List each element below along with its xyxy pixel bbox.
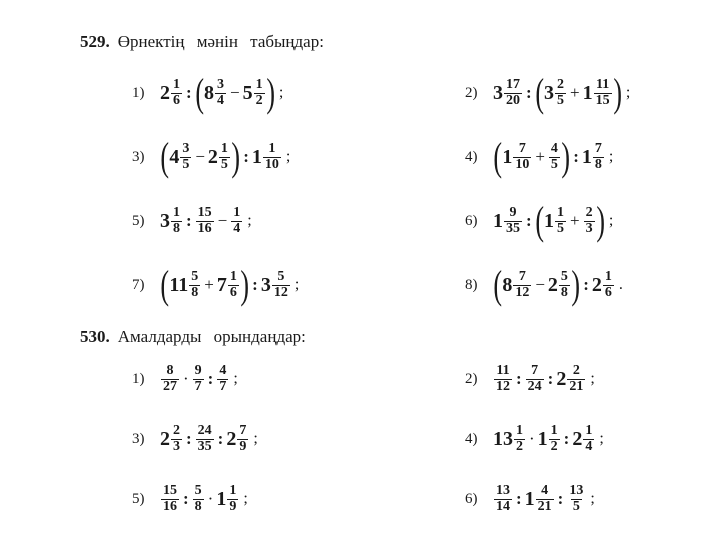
denominator: 16 <box>163 498 177 514</box>
whole-number: 2 <box>226 427 237 450</box>
numerator: 1 <box>585 422 593 438</box>
numerator: 11 <box>496 362 510 378</box>
division-sign: : <box>526 83 532 102</box>
denominator: 14 <box>496 498 510 514</box>
denominator: 21 <box>569 378 584 394</box>
parenthesis: ) <box>571 262 580 307</box>
whole-number: 4 <box>169 145 180 168</box>
denominator: 5 <box>220 156 228 172</box>
operator: − <box>535 275 545 294</box>
operator: + <box>570 211 580 230</box>
parenthesis: ) <box>595 198 605 243</box>
fraction <box>196 206 214 236</box>
denominator: 5 <box>572 498 580 514</box>
fraction <box>171 78 182 108</box>
exercise-item <box>465 66 630 120</box>
numerator: 17 <box>506 76 520 92</box>
expression <box>160 70 284 115</box>
denominator: 2 <box>516 438 523 454</box>
denominator: 6 <box>604 284 612 300</box>
division-sign: : <box>217 429 224 448</box>
whole-number: 1 <box>524 487 535 510</box>
punctuation: ; <box>625 84 631 101</box>
numerator: 8 <box>166 362 174 378</box>
parenthesis: ( <box>160 134 169 179</box>
whole-number: 1 <box>251 145 262 168</box>
denominator: 35 <box>197 438 212 454</box>
exercise-label: 4) <box>465 148 478 165</box>
fraction <box>263 142 281 172</box>
fraction <box>217 364 228 394</box>
problem-529-heading <box>80 32 324 52</box>
whole-number: 3 <box>160 209 170 232</box>
fraction <box>536 484 554 514</box>
numerator: 24 <box>197 422 212 438</box>
numerator: 15 <box>197 204 212 220</box>
exercise-label: 5) <box>132 212 145 229</box>
denominator: 5 <box>557 220 564 236</box>
numerator: 7 <box>518 268 526 284</box>
exercise-item <box>465 130 613 184</box>
whole-number: 2 <box>160 427 170 450</box>
denominator: 8 <box>560 284 568 300</box>
division-sign: : <box>252 275 258 294</box>
punctuation: ; <box>253 430 258 447</box>
problem-530-number: 530. <box>80 327 110 346</box>
operator: + <box>570 83 580 102</box>
expression <box>160 206 252 236</box>
fraction <box>494 364 512 394</box>
expression <box>493 364 595 394</box>
punctuation: ; <box>243 490 248 507</box>
multiplication-sign: · <box>207 489 214 508</box>
numerator: 1 <box>255 76 263 92</box>
fraction <box>514 424 525 454</box>
whole-number: 3 <box>260 273 271 296</box>
numerator: 7 <box>531 362 539 378</box>
denominator: 8 <box>173 220 180 236</box>
denominator: 15 <box>595 92 610 108</box>
whole-number: 2 <box>207 145 218 168</box>
numerator: 5 <box>277 268 285 284</box>
denominator: 21 <box>537 498 552 514</box>
whole-number: 1 <box>493 209 503 232</box>
fraction <box>231 206 242 236</box>
fraction <box>504 78 522 108</box>
division-sign: : <box>183 489 189 508</box>
problem-530-title: Амалдарды орындаңдар: <box>117 327 306 346</box>
punctuation: ; <box>590 370 595 387</box>
numerator: 9 <box>509 204 517 220</box>
parenthesis: ( <box>535 70 544 115</box>
division-sign: : <box>207 369 214 388</box>
exercise-label: 5) <box>132 490 145 507</box>
denominator: 27 <box>163 378 177 394</box>
fraction <box>272 270 290 300</box>
fraction <box>513 270 531 300</box>
denominator: 5 <box>557 92 564 108</box>
fraction <box>549 142 560 172</box>
numerator: 5 <box>194 482 202 498</box>
denominator: 5 <box>550 156 558 172</box>
division-sign: : <box>516 489 522 508</box>
punctuation: ; <box>608 148 614 165</box>
whole-number: 11 <box>169 273 189 296</box>
fraction <box>526 364 544 394</box>
numerator: 7 <box>239 422 247 438</box>
numerator: 1 <box>233 204 241 220</box>
fraction <box>219 142 230 172</box>
fraction <box>584 206 595 236</box>
denominator: 8 <box>194 498 202 514</box>
whole-number: 8 <box>204 81 214 104</box>
expression <box>493 424 604 454</box>
division-sign: : <box>573 147 579 166</box>
fraction <box>494 484 512 514</box>
whole-number: 1 <box>544 209 554 232</box>
denominator: 12 <box>273 284 288 300</box>
parenthesis: ) <box>240 262 249 307</box>
operator: − <box>195 147 205 166</box>
denominator: 6 <box>173 92 180 108</box>
numerator: 2 <box>173 422 180 438</box>
expression <box>493 70 631 115</box>
numerator: 13 <box>496 482 510 498</box>
whole-number: 1 <box>581 145 592 168</box>
operator: − <box>217 211 228 230</box>
division-sign: : <box>526 211 532 230</box>
exercise-item <box>465 258 623 312</box>
exercise-item <box>465 194 613 248</box>
denominator: 6 <box>229 284 237 300</box>
numerator: 5 <box>560 268 568 284</box>
fraction <box>559 270 570 300</box>
fraction <box>513 142 531 172</box>
numerator: 1 <box>173 76 180 92</box>
punctuation: ; <box>599 430 604 447</box>
numerator: 2 <box>557 76 564 92</box>
numerator: 1 <box>229 268 237 284</box>
operator: + <box>204 275 214 294</box>
division-sign: : <box>547 369 554 388</box>
whole-number: 1 <box>216 487 227 510</box>
exercise-label: 3) <box>132 148 145 165</box>
fraction <box>567 484 585 514</box>
whole-number: 1 <box>537 427 548 450</box>
numerator: 1 <box>604 268 612 284</box>
whole-number: 1 <box>582 81 593 104</box>
fraction <box>555 78 566 108</box>
exercise-item <box>465 472 595 526</box>
parenthesis: ( <box>160 262 169 307</box>
exercise-label: 1) <box>132 370 145 387</box>
numerator: 3 <box>217 76 224 92</box>
denominator: 3 <box>173 438 180 454</box>
denominator: 4 <box>585 438 593 454</box>
parenthesis: ( <box>195 70 204 115</box>
denominator: 10 <box>264 156 279 172</box>
division-sign: : <box>243 147 249 166</box>
exercise-item <box>132 472 248 526</box>
problem-529-number: 529. <box>80 32 110 51</box>
denominator: 5 <box>182 156 190 172</box>
fraction <box>161 484 179 514</box>
numerator: 1 <box>268 140 276 156</box>
fraction <box>161 364 179 394</box>
whole-number: 2 <box>547 273 558 296</box>
fraction <box>228 270 239 300</box>
punctuation: ; <box>233 370 238 387</box>
exercise-label: 2) <box>465 370 478 387</box>
exercise-label: 2) <box>465 84 478 101</box>
exercise-item <box>132 352 238 406</box>
denominator: 4 <box>233 220 241 236</box>
denominator: 20 <box>506 92 520 108</box>
fraction <box>237 424 248 454</box>
numerator: 7 <box>594 140 602 156</box>
denominator: 2 <box>255 92 263 108</box>
numerator: 9 <box>194 362 202 378</box>
problem-530-heading <box>80 327 306 347</box>
exercise-label: 8) <box>465 276 478 293</box>
exercise-item <box>132 258 299 312</box>
expression <box>160 262 300 307</box>
numerator: 1 <box>516 422 523 438</box>
fraction <box>193 364 204 394</box>
denominator: 10 <box>515 156 530 172</box>
operator: + <box>535 147 545 166</box>
denominator: 7 <box>194 378 202 394</box>
exercise-item <box>132 66 283 120</box>
fraction <box>549 424 560 454</box>
division-sign: : <box>186 211 192 230</box>
numerator: 1 <box>220 140 228 156</box>
numerator: 1 <box>229 482 237 498</box>
expression <box>493 198 614 243</box>
exercise-item <box>132 194 252 248</box>
expression <box>160 424 258 454</box>
exercise-item <box>465 352 595 406</box>
denominator: 16 <box>197 220 212 236</box>
division-sign: : <box>563 429 570 448</box>
division-sign: : <box>557 489 564 508</box>
whole-number: 2 <box>160 81 170 104</box>
expression <box>160 134 291 179</box>
whole-number: 7 <box>216 273 227 296</box>
denominator: 9 <box>239 438 247 454</box>
whole-number: 2 <box>572 427 583 450</box>
whole-number: 8 <box>502 273 513 296</box>
whole-number: 1 <box>502 145 513 168</box>
numerator: 5 <box>191 268 199 284</box>
fraction <box>171 424 182 454</box>
fraction <box>254 78 265 108</box>
expression <box>493 484 595 514</box>
whole-number: 5 <box>242 81 253 104</box>
parenthesis: ( <box>493 262 502 307</box>
fraction <box>555 206 566 236</box>
fraction <box>180 142 191 172</box>
fraction <box>594 78 612 108</box>
exercise-label: 7) <box>132 276 145 293</box>
expression <box>160 484 248 514</box>
fraction <box>196 424 214 454</box>
denominator: 12 <box>496 378 510 394</box>
punctuation: ; <box>590 490 595 507</box>
punctuation: ; <box>608 212 614 229</box>
numerator: 1 <box>557 204 564 220</box>
exercise-label: 1) <box>132 84 145 101</box>
numerator: 4 <box>219 362 227 378</box>
division-sign: : <box>186 83 192 102</box>
parenthesis: ( <box>535 198 544 243</box>
numerator: 15 <box>163 482 177 498</box>
denominator: 8 <box>191 284 199 300</box>
numerator: 2 <box>585 204 593 220</box>
exercise-item <box>132 412 258 466</box>
punctuation: ; <box>294 276 300 293</box>
division-sign: : <box>516 369 522 388</box>
expression <box>493 134 614 179</box>
expression <box>493 262 623 307</box>
whole-number: 13 <box>493 427 513 450</box>
punctuation: . <box>618 276 623 293</box>
expression <box>160 364 238 394</box>
numerator: 13 <box>569 482 584 498</box>
exercise-label: 4) <box>465 430 478 447</box>
fraction <box>504 206 522 236</box>
numerator: 4 <box>550 140 558 156</box>
denominator: 12 <box>515 284 530 300</box>
exercise-item <box>465 412 604 466</box>
numerator: 1 <box>550 422 558 438</box>
exercise-label: 6) <box>465 490 478 507</box>
multiplication-sign: · <box>183 369 189 388</box>
denominator: 7 <box>219 378 227 394</box>
fraction <box>227 484 238 514</box>
fraction <box>583 424 594 454</box>
parenthesis: ) <box>231 134 240 179</box>
whole-number: 2 <box>556 367 567 390</box>
exercise-label: 3) <box>132 430 145 447</box>
fraction <box>567 364 585 394</box>
whole-number: 3 <box>493 81 503 104</box>
numerator: 3 <box>182 140 190 156</box>
denominator: 35 <box>506 220 520 236</box>
numerator: 1 <box>173 204 180 220</box>
whole-number: 3 <box>544 81 554 104</box>
numerator: 4 <box>541 482 549 498</box>
punctuation: ; <box>285 148 291 165</box>
fraction <box>215 78 226 108</box>
denominator: 8 <box>594 156 602 172</box>
numerator: 2 <box>572 362 580 378</box>
whole-number: 2 <box>591 273 602 296</box>
operator: − <box>230 83 240 102</box>
denominator: 4 <box>217 92 224 108</box>
numerator: 11 <box>595 76 610 92</box>
problem-529-title: Өрнектің мәнін табыңдар: <box>117 32 324 51</box>
parenthesis: ( <box>493 134 502 179</box>
division-sign: : <box>583 275 589 294</box>
fraction <box>171 206 182 236</box>
exercise-label: 6) <box>465 212 478 229</box>
division-sign: : <box>186 429 192 448</box>
denominator: 24 <box>527 378 542 394</box>
fraction <box>593 142 604 172</box>
fraction <box>193 484 204 514</box>
fraction <box>189 270 200 300</box>
numerator: 7 <box>518 140 526 156</box>
parenthesis: ) <box>561 134 570 179</box>
parenthesis: ) <box>265 70 275 115</box>
punctuation: ; <box>278 84 284 101</box>
denominator: 2 <box>550 438 558 454</box>
fraction <box>603 270 614 300</box>
parenthesis: ) <box>612 70 622 115</box>
exercise-item <box>132 130 290 184</box>
multiplication-sign: · <box>529 429 535 448</box>
punctuation: ; <box>247 212 252 229</box>
denominator: 3 <box>585 220 593 236</box>
denominator: 9 <box>229 498 237 514</box>
